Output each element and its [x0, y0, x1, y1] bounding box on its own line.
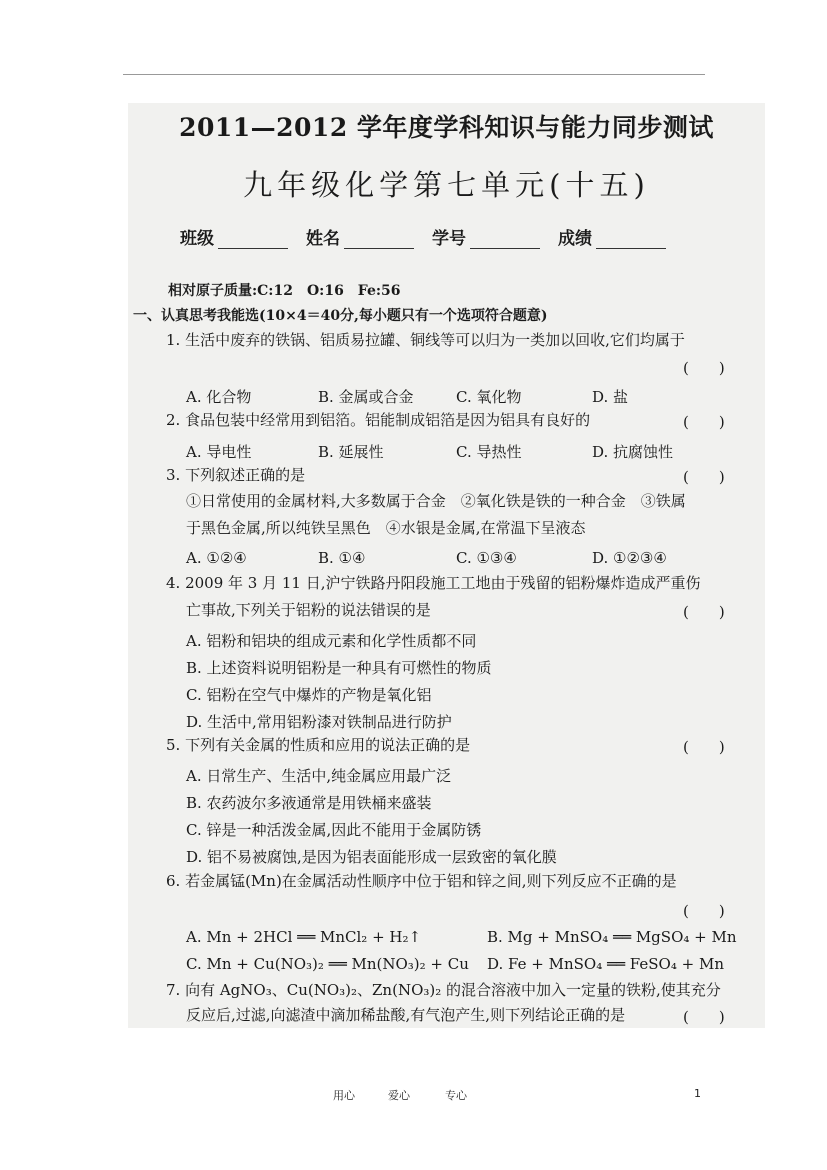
- exam-subtitle: 九年级化学第七单元(十五): [243, 168, 650, 202]
- score-field: [558, 224, 666, 249]
- q3-option-a: A. ①②④: [186, 549, 247, 567]
- q1-option-b: B. 金属或合金: [318, 388, 414, 406]
- q6-option-c: C. Mn + Cu(NO₃)₂ ══ Mn(NO₃)₂ + Cu: [186, 955, 469, 973]
- class-label: 班级: [180, 229, 214, 249]
- class-blank: [218, 230, 288, 249]
- q7-answer-paren: ( ): [683, 1008, 725, 1026]
- q3-option-b: B. ①④: [318, 549, 366, 567]
- q3-option-d: D. ①②③④: [592, 549, 667, 567]
- q3-stem: 3. 下列叙述正确的是: [166, 466, 306, 484]
- q4-option-d: D. 生活中,常用铝粉漆对铁制品进行防护: [186, 713, 452, 731]
- q2-option-c: C. 导热性: [456, 443, 522, 461]
- name-field: [306, 224, 414, 249]
- q3-statement-line-1: ①日常使用的金属材料,大多数属于合金 ②氧化铁是铁的一种合金 ③铁属: [186, 492, 686, 510]
- student-info-row: [180, 224, 700, 249]
- student-id-field: [432, 224, 540, 249]
- q6-option-d: D. Fe + MnSO₄ ══ FeSO₄ + Mn: [487, 955, 724, 973]
- score-label: 成绩: [558, 229, 592, 249]
- atomic-mass-note: 相对原子质量:C:12 O:16 Fe:56: [168, 283, 401, 299]
- q7-stem-line-1: 7. 向有 AgNO₃、Cu(NO₃)₂、Zn(NO₃)₂ 的混合溶液中加入一定量的铁粉,使其充分: [166, 981, 721, 999]
- q1-option-d: D. 盐: [592, 388, 629, 406]
- q2-option-d: D. 抗腐蚀性: [592, 443, 674, 461]
- q4-answer-paren: ( ): [683, 603, 725, 621]
- section-heading: 一、认真思考我能选(10×4＝40分,每小题只有一个选项符合题意): [133, 308, 548, 324]
- page-number: 1: [694, 1087, 701, 1100]
- q1-answer-paren: ( ): [683, 359, 725, 377]
- student-id-label: 学号: [432, 229, 466, 249]
- q5-stem: 5. 下列有关金属的性质和应用的说法正确的是: [166, 736, 471, 754]
- name-blank: [344, 230, 414, 249]
- name-label: 姓名: [306, 229, 340, 249]
- header-rule: [123, 74, 705, 75]
- q2-option-b: B. 延展性: [318, 443, 384, 461]
- q3-answer-paren: ( ): [683, 468, 725, 486]
- q2-option-a: A. 导电性: [186, 443, 252, 461]
- exam-title: 2011—2012 学年度学科知识与能力同步测试: [179, 113, 714, 142]
- q2-stem: 2. 食品包装中经常用到铝箔。铝能制成铝箔是因为铝具有良好的: [166, 411, 591, 429]
- q7-stem-line-2: 反应后,过滤,向滤渣中滴加稀盐酸,有气泡产生,则下列结论正确的是: [186, 1006, 626, 1024]
- q1-option-a: A. 化合物: [186, 388, 252, 406]
- q6-stem: 6. 若金属锰(Mn)在金属活动性顺序中位于铝和锌之间,则下列反应不正确的是: [166, 872, 677, 890]
- q5-option-a: A. 日常生产、生活中,纯金属应用最广泛: [186, 767, 452, 785]
- class-field: [180, 224, 288, 249]
- q1-option-c: C. 氧化物: [456, 388, 522, 406]
- q5-option-c: C. 锌是一种活泼金属,因此不能用于金属防锈: [186, 821, 482, 839]
- footer-motto-3: 专心: [445, 1089, 467, 1102]
- student-id-blank: [470, 230, 540, 249]
- q4-option-b: B. 上述资料说明铝粉是一种具有可燃性的物质: [186, 659, 492, 677]
- q4-option-a: A. 铝粉和铝块的组成元素和化学性质都不同: [186, 632, 477, 650]
- q6-option-a: A. Mn + 2HCl ══ MnCl₂ + H₂↑: [186, 928, 422, 946]
- q2-answer-paren: ( ): [683, 413, 725, 431]
- q5-answer-paren: ( ): [683, 738, 725, 756]
- q5-option-b: B. 农药波尔多液通常是用铁桶来盛装: [186, 794, 432, 812]
- score-blank: [596, 230, 666, 249]
- q4-stem-line-1: 4. 2009 年 3 月 11 日,沪宁铁路丹阳段施工工地由于残留的铝粉爆炸造成严重伤: [166, 574, 701, 592]
- q6-option-b: B. Mg + MnSO₄ ══ MgSO₄ + Mn: [487, 928, 737, 946]
- q4-option-c: C. 铝粉在空气中爆炸的产物是氧化铝: [186, 686, 432, 704]
- q5-option-d: D. 铝不易被腐蚀,是因为铝表面能形成一层致密的氧化膜: [186, 848, 557, 866]
- q3-statement-line-2: 于黑色金属,所以纯铁呈黑色 ④水银是金属,在常温下呈液态: [186, 519, 586, 537]
- q6-answer-paren: ( ): [683, 902, 725, 920]
- q1-stem: 1. 生活中废弃的铁锅、铝质易拉罐、铜线等可以归为一类加以回收,它们均属于: [166, 331, 685, 349]
- footer-motto-1: 用心: [333, 1089, 355, 1102]
- q3-option-c: C. ①③④: [456, 549, 517, 567]
- q4-stem-line-2: 亡事故,下列关于铝粉的说法错误的是: [186, 601, 431, 619]
- footer-motto-2: 爱心: [388, 1089, 410, 1102]
